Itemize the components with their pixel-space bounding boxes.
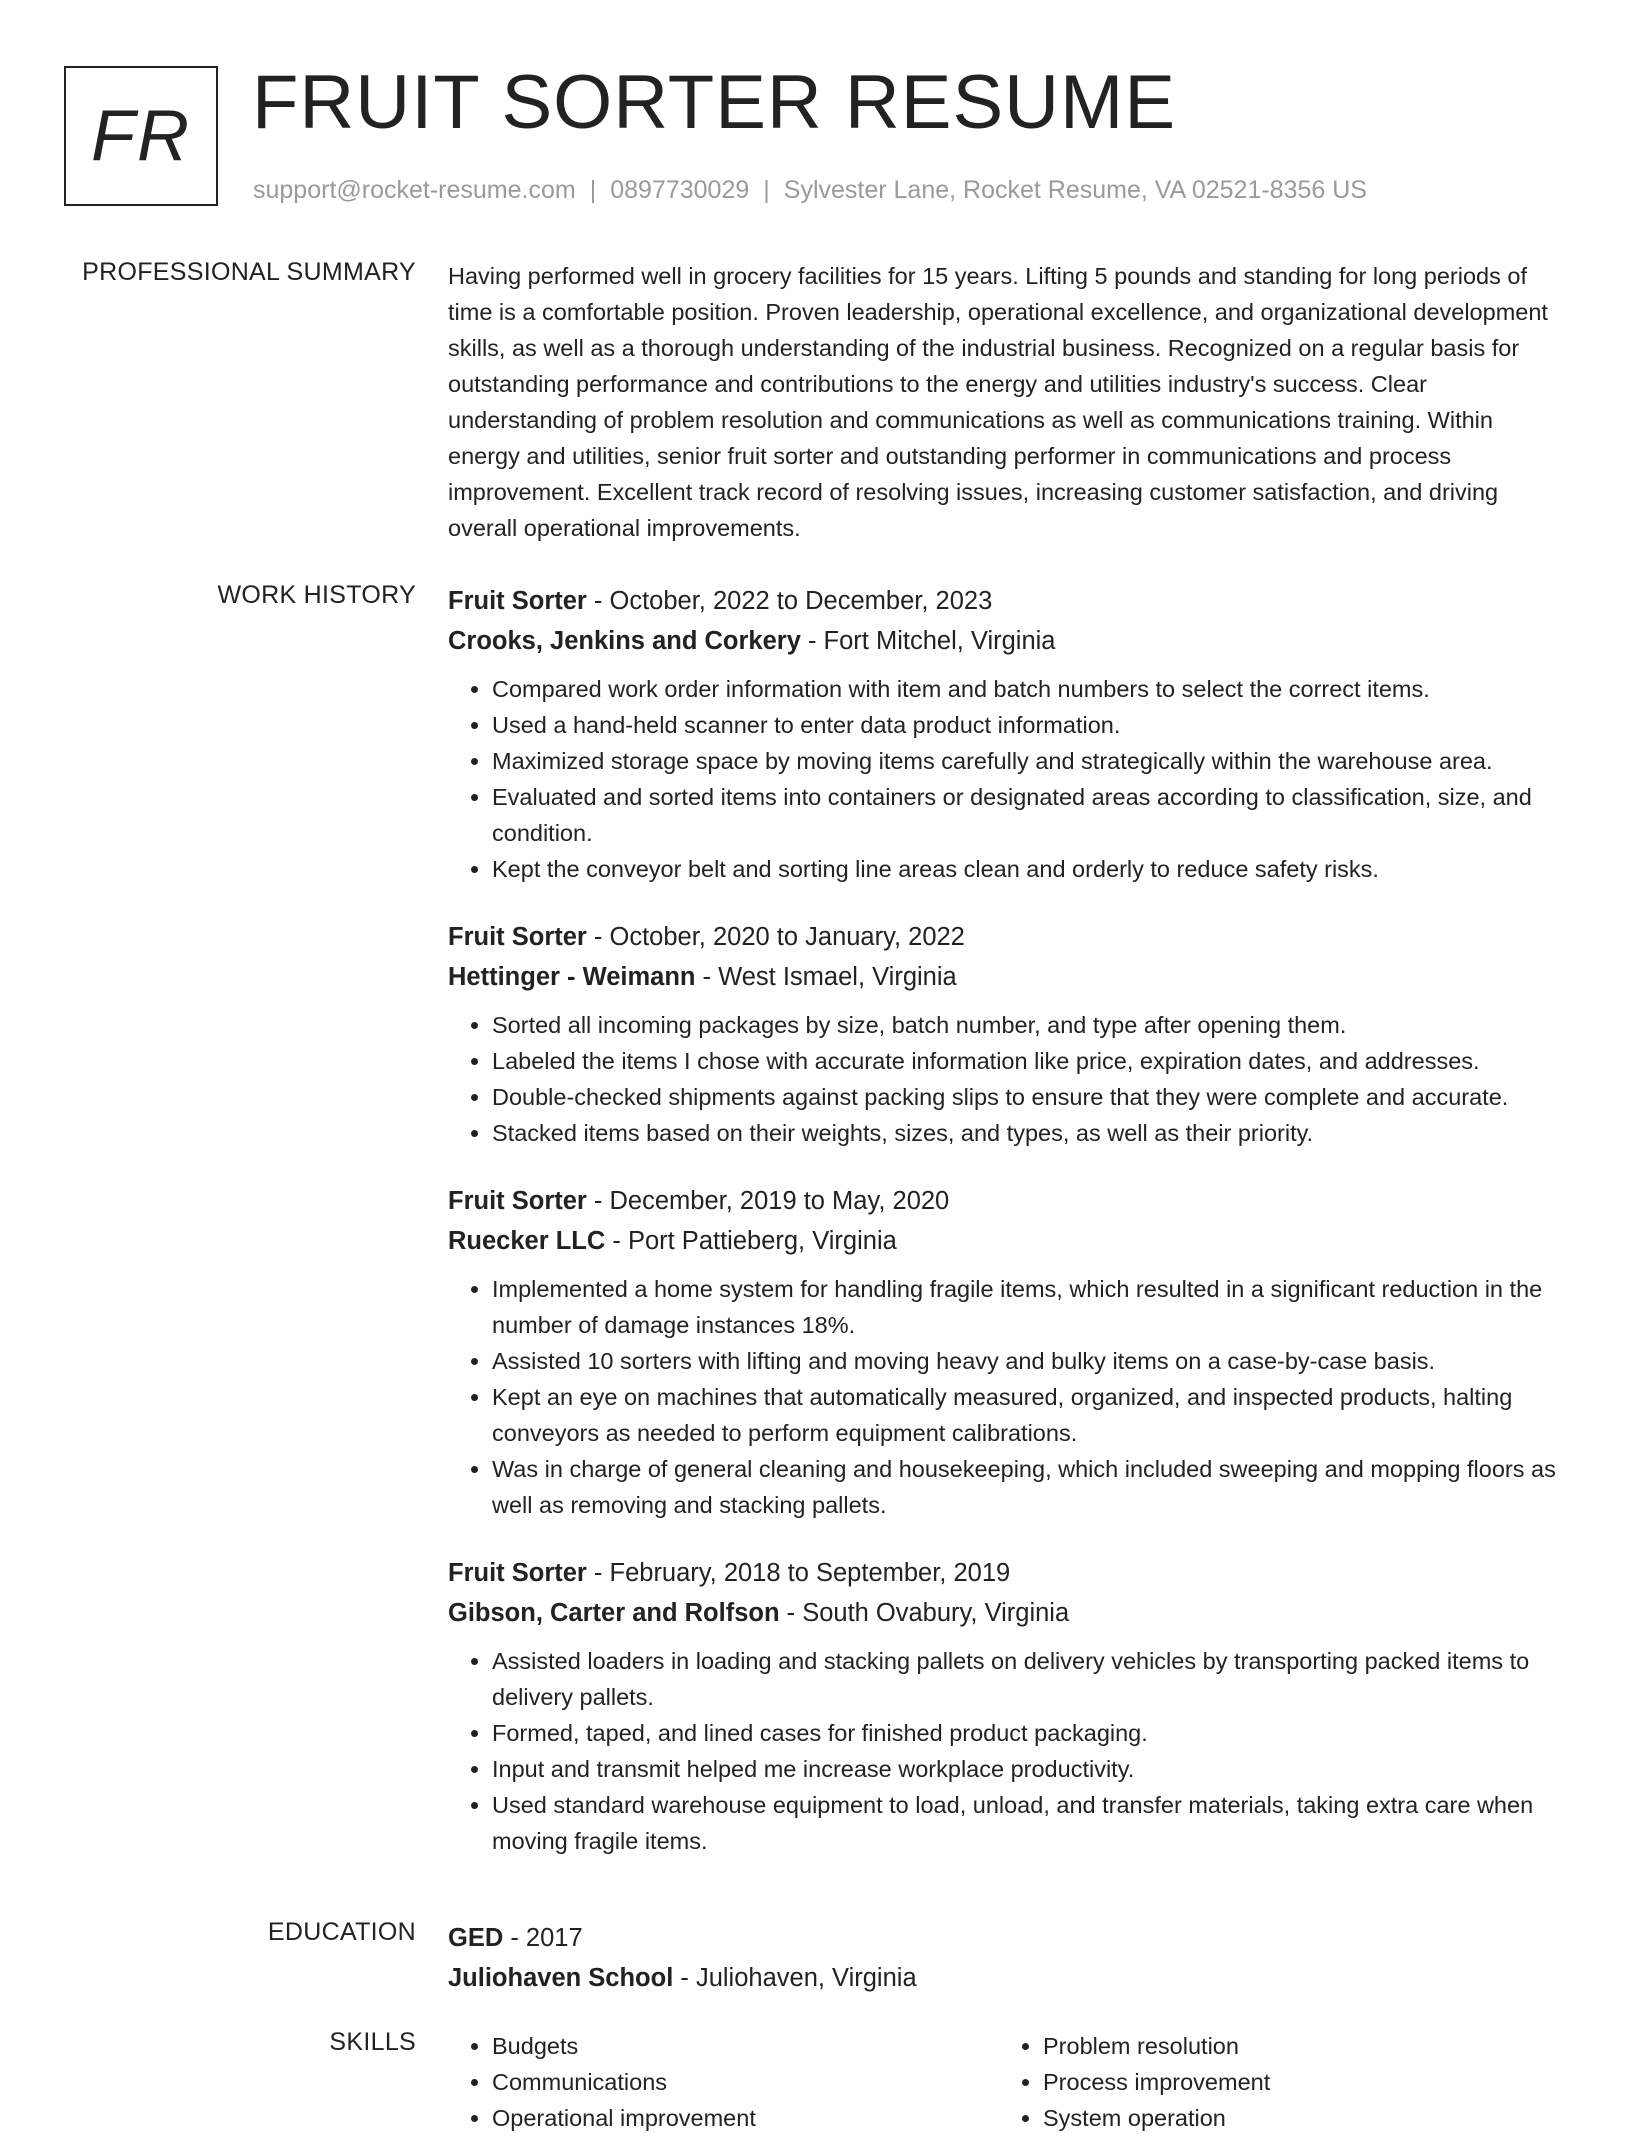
job-dates: - October, 2020 to January, 2022 xyxy=(586,923,965,951)
skills-column-right xyxy=(999,2028,1550,2136)
job-title-line xyxy=(448,917,1570,957)
job-bullet: • Labeled the items I chose with accurate information like price, expiration dates, and addresses. xyxy=(492,1043,1570,1079)
job-title-line xyxy=(448,1553,1570,1593)
education-school-line xyxy=(448,1958,1570,1998)
job-entry xyxy=(448,581,1570,887)
skill-item: • Communications xyxy=(492,2064,999,2100)
section-label-work-history: WORK HISTORY xyxy=(217,581,416,609)
job-company-line xyxy=(448,1593,1570,1633)
skills-columns xyxy=(448,2028,1570,2136)
job-location: - Fort Mitchel, Virginia xyxy=(800,627,1056,655)
job-bullet: • Formed, taped, and lined cases for finished product packaging. xyxy=(492,1715,1570,1751)
job-company-line xyxy=(448,957,1570,997)
job-bullet: • Maximized storage space by moving items carefully and strategically within the warehouse area. xyxy=(492,743,1570,779)
skill-item: • System operation xyxy=(1043,2100,1550,2136)
job-bullets xyxy=(448,1007,1570,1151)
job-entry xyxy=(448,1553,1570,1859)
skill-item: • Budgets xyxy=(492,2028,999,2064)
job-dates: - February, 2018 to September, 2019 xyxy=(586,1559,1011,1587)
job-title: Fruit Sorter xyxy=(448,587,587,615)
education-school: Juliohaven School xyxy=(448,1964,674,1992)
section-label-skills: SKILLS xyxy=(329,2028,416,2056)
monogram-initials: FR xyxy=(91,96,191,176)
job-bullet: • Input and transmit helped me increase workplace productivity. xyxy=(492,1751,1570,1787)
job-title: Fruit Sorter xyxy=(448,923,587,951)
job-entry xyxy=(448,1181,1570,1523)
summary-text: Having performed well in grocery facilities for 15 years. Lifting 5 pounds and standing for long periods of time is a comfortable position. Proven leadership, operational excellence, and organizational development skills, as well as a thorough understanding of the industrial business. Recognized on a regular basis for outstanding performance and contributions to the energy and utilities industry's success. Clear understanding of problem resolution and communications as well as communications training. Within energy and utilities, senior fruit sorter and outstanding performer in communications and process improvement. Excellent track record of resolving issues, increasing customer satisfaction, and driving overall operational improvements. xyxy=(448,263,1548,541)
skills-list xyxy=(448,2028,1570,2136)
job-company: Hettinger - Weimann xyxy=(448,963,696,991)
job-dates: - October, 2022 to December, 2023 xyxy=(586,587,993,615)
contact-address: Sylvester Lane, Rocket Resume, VA 02521-8356 US xyxy=(783,176,1367,204)
contact-separator: | xyxy=(763,176,770,204)
job-title: Fruit Sorter xyxy=(448,1559,587,1587)
monogram-box xyxy=(64,66,218,206)
job-bullets xyxy=(448,1271,1570,1523)
education-year: - 2017 xyxy=(503,1924,583,1952)
education-degree: GED xyxy=(448,1924,504,1952)
job-bullet: • Assisted 10 sorters with lifting and moving heavy and bulky items on a case-by-case basis. xyxy=(492,1343,1570,1379)
contact-phone: 0897730029 xyxy=(610,176,750,204)
job-bullet: • Implemented a home system for handling fragile items, which resulted in a significant reduction in the number of damage instances 18%. xyxy=(492,1271,1570,1343)
job-company: Gibson, Carter and Rolfson xyxy=(448,1599,780,1627)
job-bullet: • Evaluated and sorted items into containers or designated areas according to classification, size, and condition. xyxy=(492,779,1570,851)
education-location: - Juliohaven, Virginia xyxy=(673,1964,917,1992)
resume-title: FRUIT SORTER RESUME xyxy=(252,60,1177,145)
education-entry xyxy=(448,1918,1570,1998)
job-title-line xyxy=(448,1181,1570,1221)
job-company: Crooks, Jenkins and Corkery xyxy=(448,627,801,655)
job-bullet: • Kept an eye on machines that automatically measured, organized, and inspected products, halting conveyors as needed to perform equipment calibrations. xyxy=(492,1379,1570,1451)
job-entry xyxy=(448,917,1570,1151)
job-bullet: • Sorted all incoming packages by size, batch number, and type after opening them. xyxy=(492,1007,1570,1043)
job-bullet: • Assisted loaders in loading and stacking pallets on delivery vehicles by transporting packed items to delivery pallets. xyxy=(492,1643,1570,1715)
contact-separator: | xyxy=(589,176,597,204)
job-company-line xyxy=(448,621,1570,661)
job-location: - Port Pattieberg, Virginia xyxy=(605,1227,897,1255)
job-title: Fruit Sorter xyxy=(448,1187,587,1215)
skills-column-left xyxy=(448,2028,999,2136)
contact-line xyxy=(253,176,1367,205)
job-bullets xyxy=(448,1643,1570,1859)
job-location: - West Ismael, Virginia xyxy=(695,963,957,991)
job-bullet: • Compared work order information with item and batch numbers to select the correct items. xyxy=(492,671,1570,707)
section-label-summary: PROFESSIONAL SUMMARY xyxy=(82,258,416,286)
job-dates: - December, 2019 to May, 2020 xyxy=(586,1187,950,1215)
skill-item: • Process improvement xyxy=(1043,2064,1550,2100)
job-bullet: • Used a hand-held scanner to enter data product information. xyxy=(492,707,1570,743)
skill-item: • Problem resolution xyxy=(1043,2028,1550,2064)
job-bullets xyxy=(448,671,1570,887)
work-history-list xyxy=(448,581,1570,1889)
skill-item: • Operational improvement xyxy=(492,2100,999,2136)
job-bullet: • Was in charge of general cleaning and housekeeping, which included sweeping and mopping floors as well as removing and stacking pallets. xyxy=(492,1451,1570,1523)
job-title-line xyxy=(448,581,1570,621)
job-company-line xyxy=(448,1221,1570,1261)
job-bullet: • Double-checked shipments against packing slips to ensure that they were complete and accurate. xyxy=(492,1079,1570,1115)
job-bullet: • Used standard warehouse equipment to load, unload, and transfer materials, taking extra care when moving fragile items. xyxy=(492,1787,1570,1859)
job-bullet: • Stacked items based on their weights, sizes, and types, as well as their priority. xyxy=(492,1115,1570,1151)
job-bullet: • Kept the conveyor belt and sorting line areas clean and orderly to reduce safety risks. xyxy=(492,851,1570,887)
job-company: Ruecker LLC xyxy=(448,1227,606,1255)
contact-email: support@rocket-resume.com xyxy=(253,176,576,204)
section-label-education: EDUCATION xyxy=(267,1918,416,1946)
education-degree-line xyxy=(448,1918,1570,1958)
job-location: - South Ovabury, Virginia xyxy=(779,1599,1070,1627)
